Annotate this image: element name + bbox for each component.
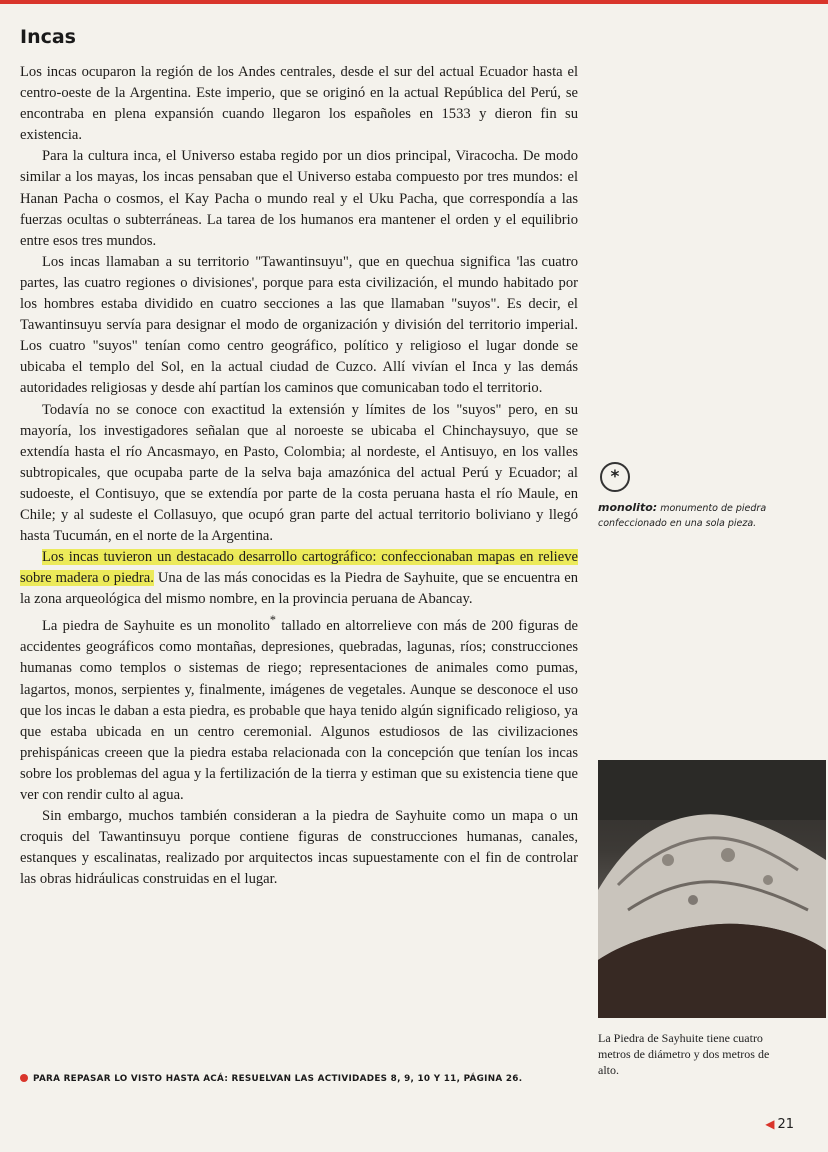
paragraph-2: Para la cultura inca, el Universo estaba regido por un dios principal, Viracocha. De modo similar a los mayas, los incas pensaban que el Universo estaba compuesto por tres mundos: el Hanan Pacha o cosmos, el Kay Pacha o mundo real y el Uku Pacha, que correspondía a las fuerzas ocultas o subterráneas. La tarea de los humanos era mantener el orden y el equilibrio entre esos tres mundos.	[20, 148, 578, 249]
paragraph-6-start: La piedra de Sayhuite es un monolito	[42, 618, 270, 635]
paragraph-1: Los incas ocuparon la región de los Andes centrales, desde el sur del actual Ecuador hasta el centro-oeste de la Argentina. Este imperio, que se originó en la actual República del Perú, se encontraba en plena expansión cuando llegaron los españoles en 1533 y dieron fin su existencia.	[20, 64, 578, 144]
top-accent-bar	[0, 0, 828, 4]
footnote-mark: *	[269, 613, 276, 628]
paragraph-5-rest: Una de las más conocidas es la Piedra de Sayhuite, que se encuentra en la zona arqueológica del mismo nombre, en la provincia peruana de Abancay.	[20, 570, 578, 608]
paragraph-7: Sin embargo, muchos también consideran a la piedra de Sayhuite como un mapa o un croquis del Tawantinsuyu porque contiene figuras de construcciones humanas, canales, estanques y escalinatas, realizado por arquitectos incas supuestamente con el fin de controlar las obras hidráulicas construidas en el lugar.	[20, 808, 578, 888]
highlighted-text: Los incas tuvieron un destacado desarrollo cartográfico: confeccionaban mapas en relieve sobre madera o piedra.	[20, 549, 578, 587]
page-number	[765, 1117, 794, 1132]
paragraph-6	[20, 610, 578, 806]
page-number-text: 21	[777, 1117, 794, 1132]
body-text	[20, 62, 578, 891]
paragraph-6-rest: tallado en altorrelieve con más de 200 figuras de accidentes geográficos como montañas, depresiones, quebradas, lagunas, ríos; construcciones humanas como templos o sistemas de riego; representaciones de animales como pumas, lagartos, monos, serpientes y, finalmente, imágenes de vegetales. Aunque se desconoce el uso que los incas le daban a esta piedra, es probable que haya tenido algún significado religioso, ya que estaba ubicada en un centro ceremonial. Algunos estudiosos de las civilizaciones prehispánicas creeen que la piedra estaba relacionada con la concepción que tenían los incas sobre los problemas del agua y la fertilización de la tierra y estiman que su existencia tiene que ver con rendir culto al agua.	[20, 618, 578, 804]
bullet-dot-icon	[20, 1074, 28, 1082]
triangle-left-icon: ◀	[765, 1117, 775, 1131]
paragraph-4: Todavía no se conoce con exactitud la extensión y límites de los "suyos" pero, en su mayoría, los investigadores señalan que al noroeste se ubicaba el Chinchaysuyo, que se extendía hasta el río Ancasmayo, en Pasto, Colombia; al nordeste, el Antisuyo, en los valles subtropicales, que ocupaba parte de la selva baja amazónica del actual Perú y Ecuador; al sudoeste, el Contisuyo, que se extendía por parte de la costa peruana hasta el río Maule, en Chile; y al sudeste el Collasuyo, que ocupó gran parte del actual territorio boliviano y llegó hasta Tucumán, en el norte de la Argentina.	[20, 401, 578, 545]
sayhuite-stone-photo	[598, 760, 826, 1018]
glossary-definition: monumento de piedra confeccionado en una sola pieza.	[598, 503, 767, 529]
review-note	[20, 1074, 522, 1084]
review-note-text: PARA REPASAR LO VISTO HASTA ACÁ: RESUELVAN LAS ACTIVIDADES 8, 9, 10 Y 11, PÁGINA 26.	[33, 1074, 523, 1084]
glossary-term: monolito:	[598, 501, 658, 514]
asterisk-icon: *	[600, 462, 630, 492]
paragraph-3: Los incas llamaban a su territorio "Tawantinsuyu", que en quechua significa 'las cuatro partes, las cuatro regiones o divisiones', porque para esta civilización, el mundo habitado por los hombres estaba dividido en cuatro secciones a las que llamaban "suyos". Es decir, el Tawantinsuyu servía para designar el modo de organización y división del territorio imperial. Los cuatro "suyos" tenían como centro geográfico, político y religioso el lugar donde se ubicaba el templo del Sol, en la actual ciudad de Cuzco. Allí vivían el Inca y las demás autoridades religiosas y desde ahí partían los caminos que comunicaban todo el territorio.	[20, 253, 578, 397]
section-title: Incas	[20, 26, 76, 48]
paragraph-5	[20, 547, 578, 610]
glossary-note	[598, 462, 768, 531]
photo-caption: La Piedra de Sayhuite tiene cuatro metros de diámetro y dos metros de alto.	[598, 1031, 770, 1077]
